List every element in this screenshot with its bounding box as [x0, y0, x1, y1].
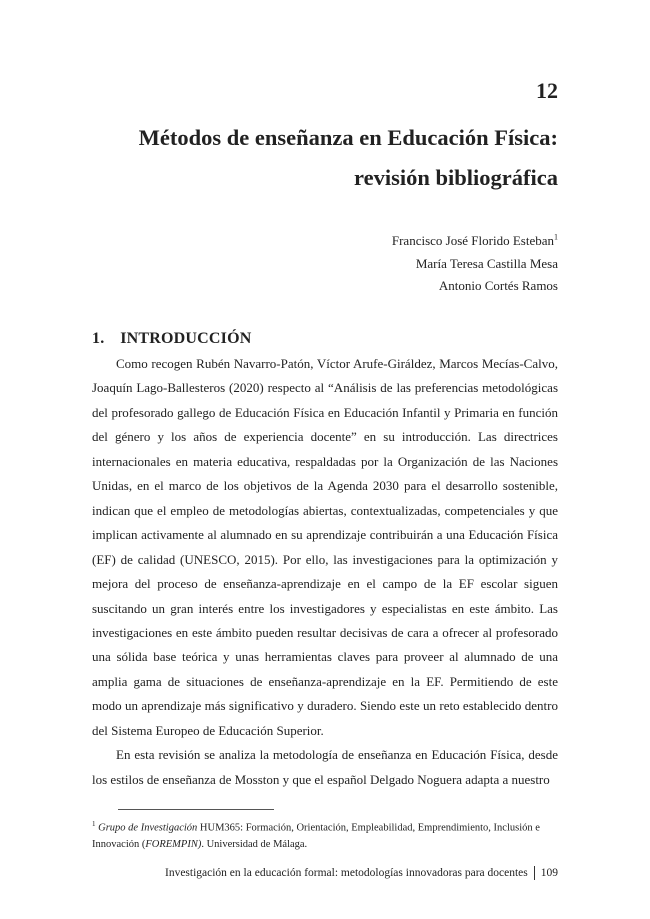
author-name-text: Francisco José Florido Esteban	[391, 233, 554, 248]
footnote-acronym: FOREMPIN)	[145, 838, 202, 850]
body-text	[92, 352, 558, 792]
footer-book-title: Investigación en la educación formal: metodologías innovadoras para docentes	[164, 867, 528, 879]
paragraph: Como recogen Rubén Navarro-Patón, Víctor Arufe-Giráldez, Marcos Mecías-Calvo, Joaquín Lago-Ballesteros (2020) respecto al “Análisis de las preferencias metodológicas del profesorado gallego de Educación Física en Educación Infantil y Primaria en función del género y los años de experiencia docente” en su introducción. Las directrices internacionales en materia educativa, respaldadas por la Organización de las Naciones Unidas, en el marco de los objetivos de la Agenda 2030 para el desarrollo sostenible, indican que el empleo de metodologías abiertas, contextualizadas, competenciales y que implican activamente al alumnado en su aprendizaje contribuirán a una Educación Física (EF) de calidad (UNESCO, 2015). Por ello, las investigaciones para la optimización y mejora del proceso de enseñanza-aprendizaje en el campo de la EF escolar siguen suscitando un gran interés entre los investigadores y especialistas en este ámbito. Las investigaciones en este ámbito pueden resultar decisivas de cara a ofrecer al profesorado una sólida base teórica y unas herramientas claves para proveer al alumnado de una amplia gama de situaciones de enseñanza-aprendizaje en la EF. Permitiendo de este modo un aprendizaje más significativo y duradero. Siendo este un reto establecido dentro del Sistema Europeo de Educación Superior.	[92, 356, 558, 738]
footnote-tail: . Universidad de Málaga.	[201, 838, 308, 850]
section-heading	[92, 330, 252, 348]
footnote-text: HUM365: Formación, Orientación, Empleabilidad, Emprendimiento, Inclusión e Innovación (	[92, 822, 540, 850]
footnote-italic-lead: Grupo de Investigación	[98, 822, 198, 834]
author-list	[392, 230, 558, 298]
footnote-divider	[118, 809, 274, 810]
chapter-title	[58, 118, 558, 198]
chapter-number: 12	[536, 78, 558, 103]
author-name: María Teresa Castilla Mesa	[415, 255, 558, 271]
page-footer	[165, 866, 558, 880]
footnote-mark: 1	[92, 820, 96, 828]
footnote-mark: 1	[554, 232, 558, 242]
footnote	[92, 816, 558, 853]
chapter-title-line-1: Métodos de enseñanza en Educación Física:	[138, 125, 558, 150]
author-name: Antonio Cortés Ramos	[438, 278, 558, 293]
paragraph: En esta revisión se analiza la metodología de enseñanza en Educación Física, desde los estilos de enseñanza de Mosston y que el español Delgado Noguera adapta a nuestro	[92, 747, 558, 787]
section-number: 1.	[92, 330, 105, 347]
footer-separator	[534, 866, 535, 880]
author-name	[392, 230, 558, 253]
page-number: 109	[540, 867, 558, 879]
chapter-title-line-2: revisión bibliográfica	[354, 165, 558, 190]
section-title: INTRODUCCIÓN	[120, 330, 252, 347]
